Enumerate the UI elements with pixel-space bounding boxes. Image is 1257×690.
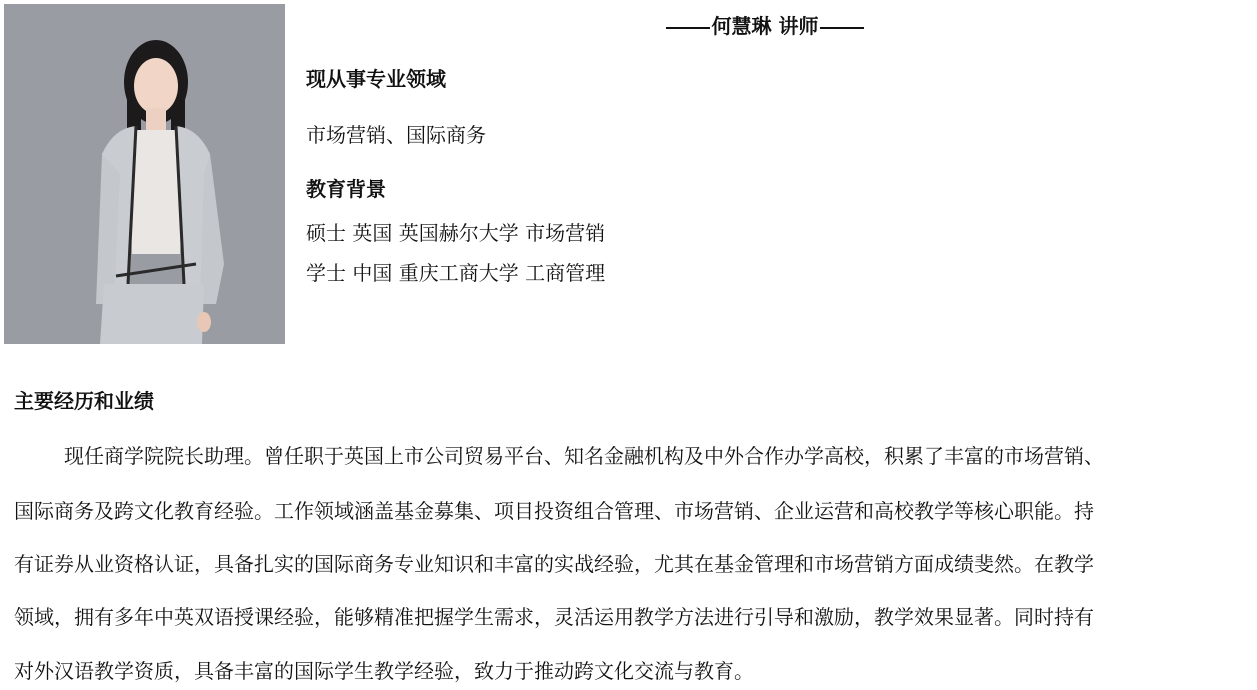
experience-paragraph-line: 对外汉语教学资质，具备丰富的国际学生教学经验，致力于推动跨文化交流与教育。 — [14, 659, 754, 683]
right-dash-rule — [820, 27, 864, 29]
education-label: 教育背景 — [306, 177, 386, 201]
field-label: 现从事专业领域 — [306, 67, 446, 91]
experience-title: 主要经历和业绩 — [14, 389, 154, 413]
portrait-photo — [4, 4, 285, 344]
left-dash-rule — [666, 27, 710, 29]
teacher-name-title: 何慧琳 讲师 — [711, 14, 819, 38]
portrait-illustration — [4, 4, 285, 344]
experience-paragraph-line: 国际商务及跨文化教育经验。工作领域涵盖基金募集、项目投资组合管理、市场营销、企业运营和高校教学等核心职能。持 — [14, 499, 1094, 523]
experience-paragraph-line: 领域，拥有多年中英双语授课经验，能够精准把握学生需求，灵活运用教学方法进行引导和激励，教学效果显著。同时持有 — [14, 605, 1094, 629]
name-title-heading — [560, 14, 970, 38]
experience-paragraph-line: 有证券从业资格认证，具备扎实的国际商务专业知识和丰富的实战经验，尤其在基金管理和市场营销方面成绩斐然。在教学 — [14, 552, 1094, 576]
experience-paragraph-line: 现任商学院院长助理。曾任职于英国上市公司贸易平台、知名金融机构及中外合作办学高校，积累了丰富的市场营销、 — [64, 444, 1104, 468]
education-item: 硕士 英国 英国赫尔大学 市场营销 — [306, 221, 606, 245]
education-item: 学士 中国 重庆工商大学 工商管理 — [306, 261, 606, 285]
field-value: 市场营销、国际商务 — [306, 123, 486, 147]
